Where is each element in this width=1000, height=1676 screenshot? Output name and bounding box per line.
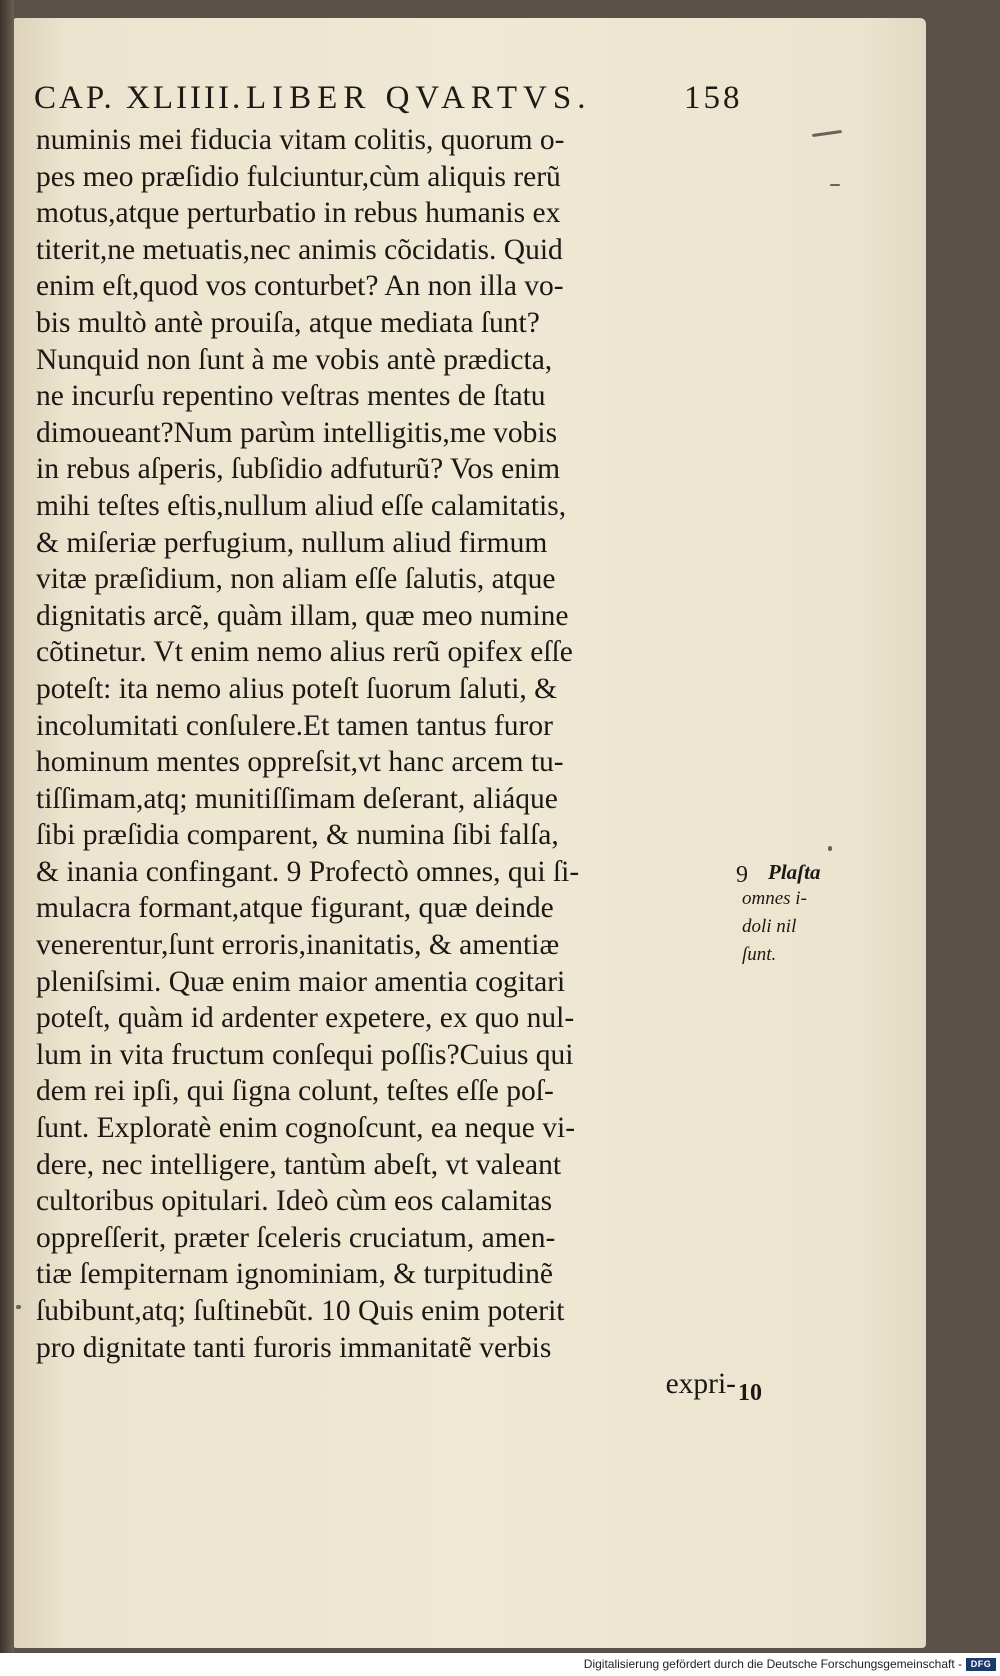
text-line: enim eſt,quod vos conturbet? An non illa vo- xyxy=(36,270,564,303)
chapter-heading: CAP. XLIIII. xyxy=(34,80,244,116)
text-line: ſibi præſidia comparent, & numina ſibi falſa, xyxy=(36,819,559,852)
text-line: pleniſsimi. Quæ enim maior amentia cogitari xyxy=(36,965,566,998)
text-line: dignitatis arcẽ, quàm illam, quæ meo numine xyxy=(36,599,569,632)
text-line: venerentur,ſunt erroris,inanitatis, & amentiæ xyxy=(36,929,560,962)
book-spine-shadow xyxy=(0,0,14,1653)
text-line: ſunt. Exploratè enim cognoſcunt, ea neque vi- xyxy=(36,1112,576,1145)
text-line: dimoueant?Num parùm intelligitis,me vobis xyxy=(36,416,558,449)
text-line: cõtinetur. Vt enim nemo alius rerũ opifex eſſe xyxy=(36,636,573,669)
running-head xyxy=(34,80,743,120)
text-line: incolumitati conſulere.Et tamen tantus furor xyxy=(36,709,553,742)
text-line: & inania confingant. 9 Profectò omnes, qui ſi- xyxy=(36,855,580,888)
marginal-number-ten: 10 xyxy=(738,1380,762,1406)
ink-mark xyxy=(16,1305,21,1309)
text-line: tiſſimam,atq; munitiſſimam deſerant, aliáque xyxy=(36,782,558,815)
marginal-note-line: omnes i- xyxy=(742,888,807,909)
text-line: cultoribus opitulari. Ideò cùm eos calamitas xyxy=(36,1185,553,1218)
text-line: motus,atque perturbatio in rebus humanis ex xyxy=(36,197,561,230)
text-line: vitæ præſidium, non aliam eſſe ſalutis, atque xyxy=(36,563,556,596)
text-line: in rebus aſperis, ſubſidio adfuturũ? Vos enim xyxy=(36,453,561,486)
text-line: pes meo præſidio fulciuntur,cùm aliquis rerũ xyxy=(36,160,561,193)
text-line: Nunquid non ſunt à me vobis antè prædicta, xyxy=(36,343,553,376)
text-line: dere, nec intelligere, tantùm abeſt, vt valeant xyxy=(36,1148,562,1181)
book-title-heading: LIBER QVARTVS. xyxy=(246,80,592,116)
page-number: 158 xyxy=(684,80,743,116)
text-line: ſubibunt,atq; ſuſtinebũt. 10 Quis enim poterit xyxy=(36,1295,565,1327)
text-line: mihi teſtes eſtis,nullum aliud eſſe calamitatis, xyxy=(36,489,567,522)
text-line: oppreſſerit, præter ſceleris cruciatum, amen- xyxy=(36,1221,556,1254)
text-line: titerit,ne metuatis,nec animis cõcidatis. Quid xyxy=(36,233,563,266)
text-line: dem rei ipſi, qui ſigna colunt, teſtes eſſe poſ- xyxy=(36,1075,554,1108)
text-line: bis multò antè prouiſa, atque mediata ſunt? xyxy=(36,306,540,339)
ink-mark xyxy=(830,184,840,186)
marginal-note-line: doli nil xyxy=(742,916,797,937)
ink-mark xyxy=(828,846,832,851)
funding-notice: Digitalisierung gefördert durch die Deutsche Forschungsgemeinschaft - xyxy=(583,1657,962,1671)
dfg-logo: DFG xyxy=(966,1658,996,1671)
text-line: pro dignitate tanti furoris immanitatẽ verbis xyxy=(36,1331,552,1364)
text-line: hominum mentes oppreſsit,vt hanc arcem tu- xyxy=(36,746,564,779)
marginal-note-line: ſunt. xyxy=(742,944,777,965)
text-line: lum in vita fructum conſequi poſſis?Cuius qui xyxy=(36,1038,574,1071)
text-line: & miſeriæ perfugium, nullum aliud firmum xyxy=(36,526,548,559)
marginal-note-number: 9 xyxy=(736,862,748,888)
text-line: poteſt: ita nemo alius poteſt ſuorum ſaluti, & xyxy=(36,672,558,705)
catchword: expri- xyxy=(665,1368,736,1401)
marginal-note-line: Plaſta xyxy=(768,860,821,884)
text-line: numinis mei fiducia vitam colitis, quorum o- xyxy=(36,124,565,156)
text-line: tiæ ſempiternam ignominiam, & turpitudinẽ xyxy=(36,1258,553,1291)
digitization-footer xyxy=(0,1653,1000,1676)
body-text xyxy=(36,122,736,1403)
text-line: ne incurſu repentino veſtras mentes de ſtatu xyxy=(36,380,546,413)
text-line: mulacra formant,atque figurant, quæ deinde xyxy=(36,892,554,925)
text-line: poteſt, quàm id ardenter expetere, ex quo nul- xyxy=(36,1002,575,1035)
